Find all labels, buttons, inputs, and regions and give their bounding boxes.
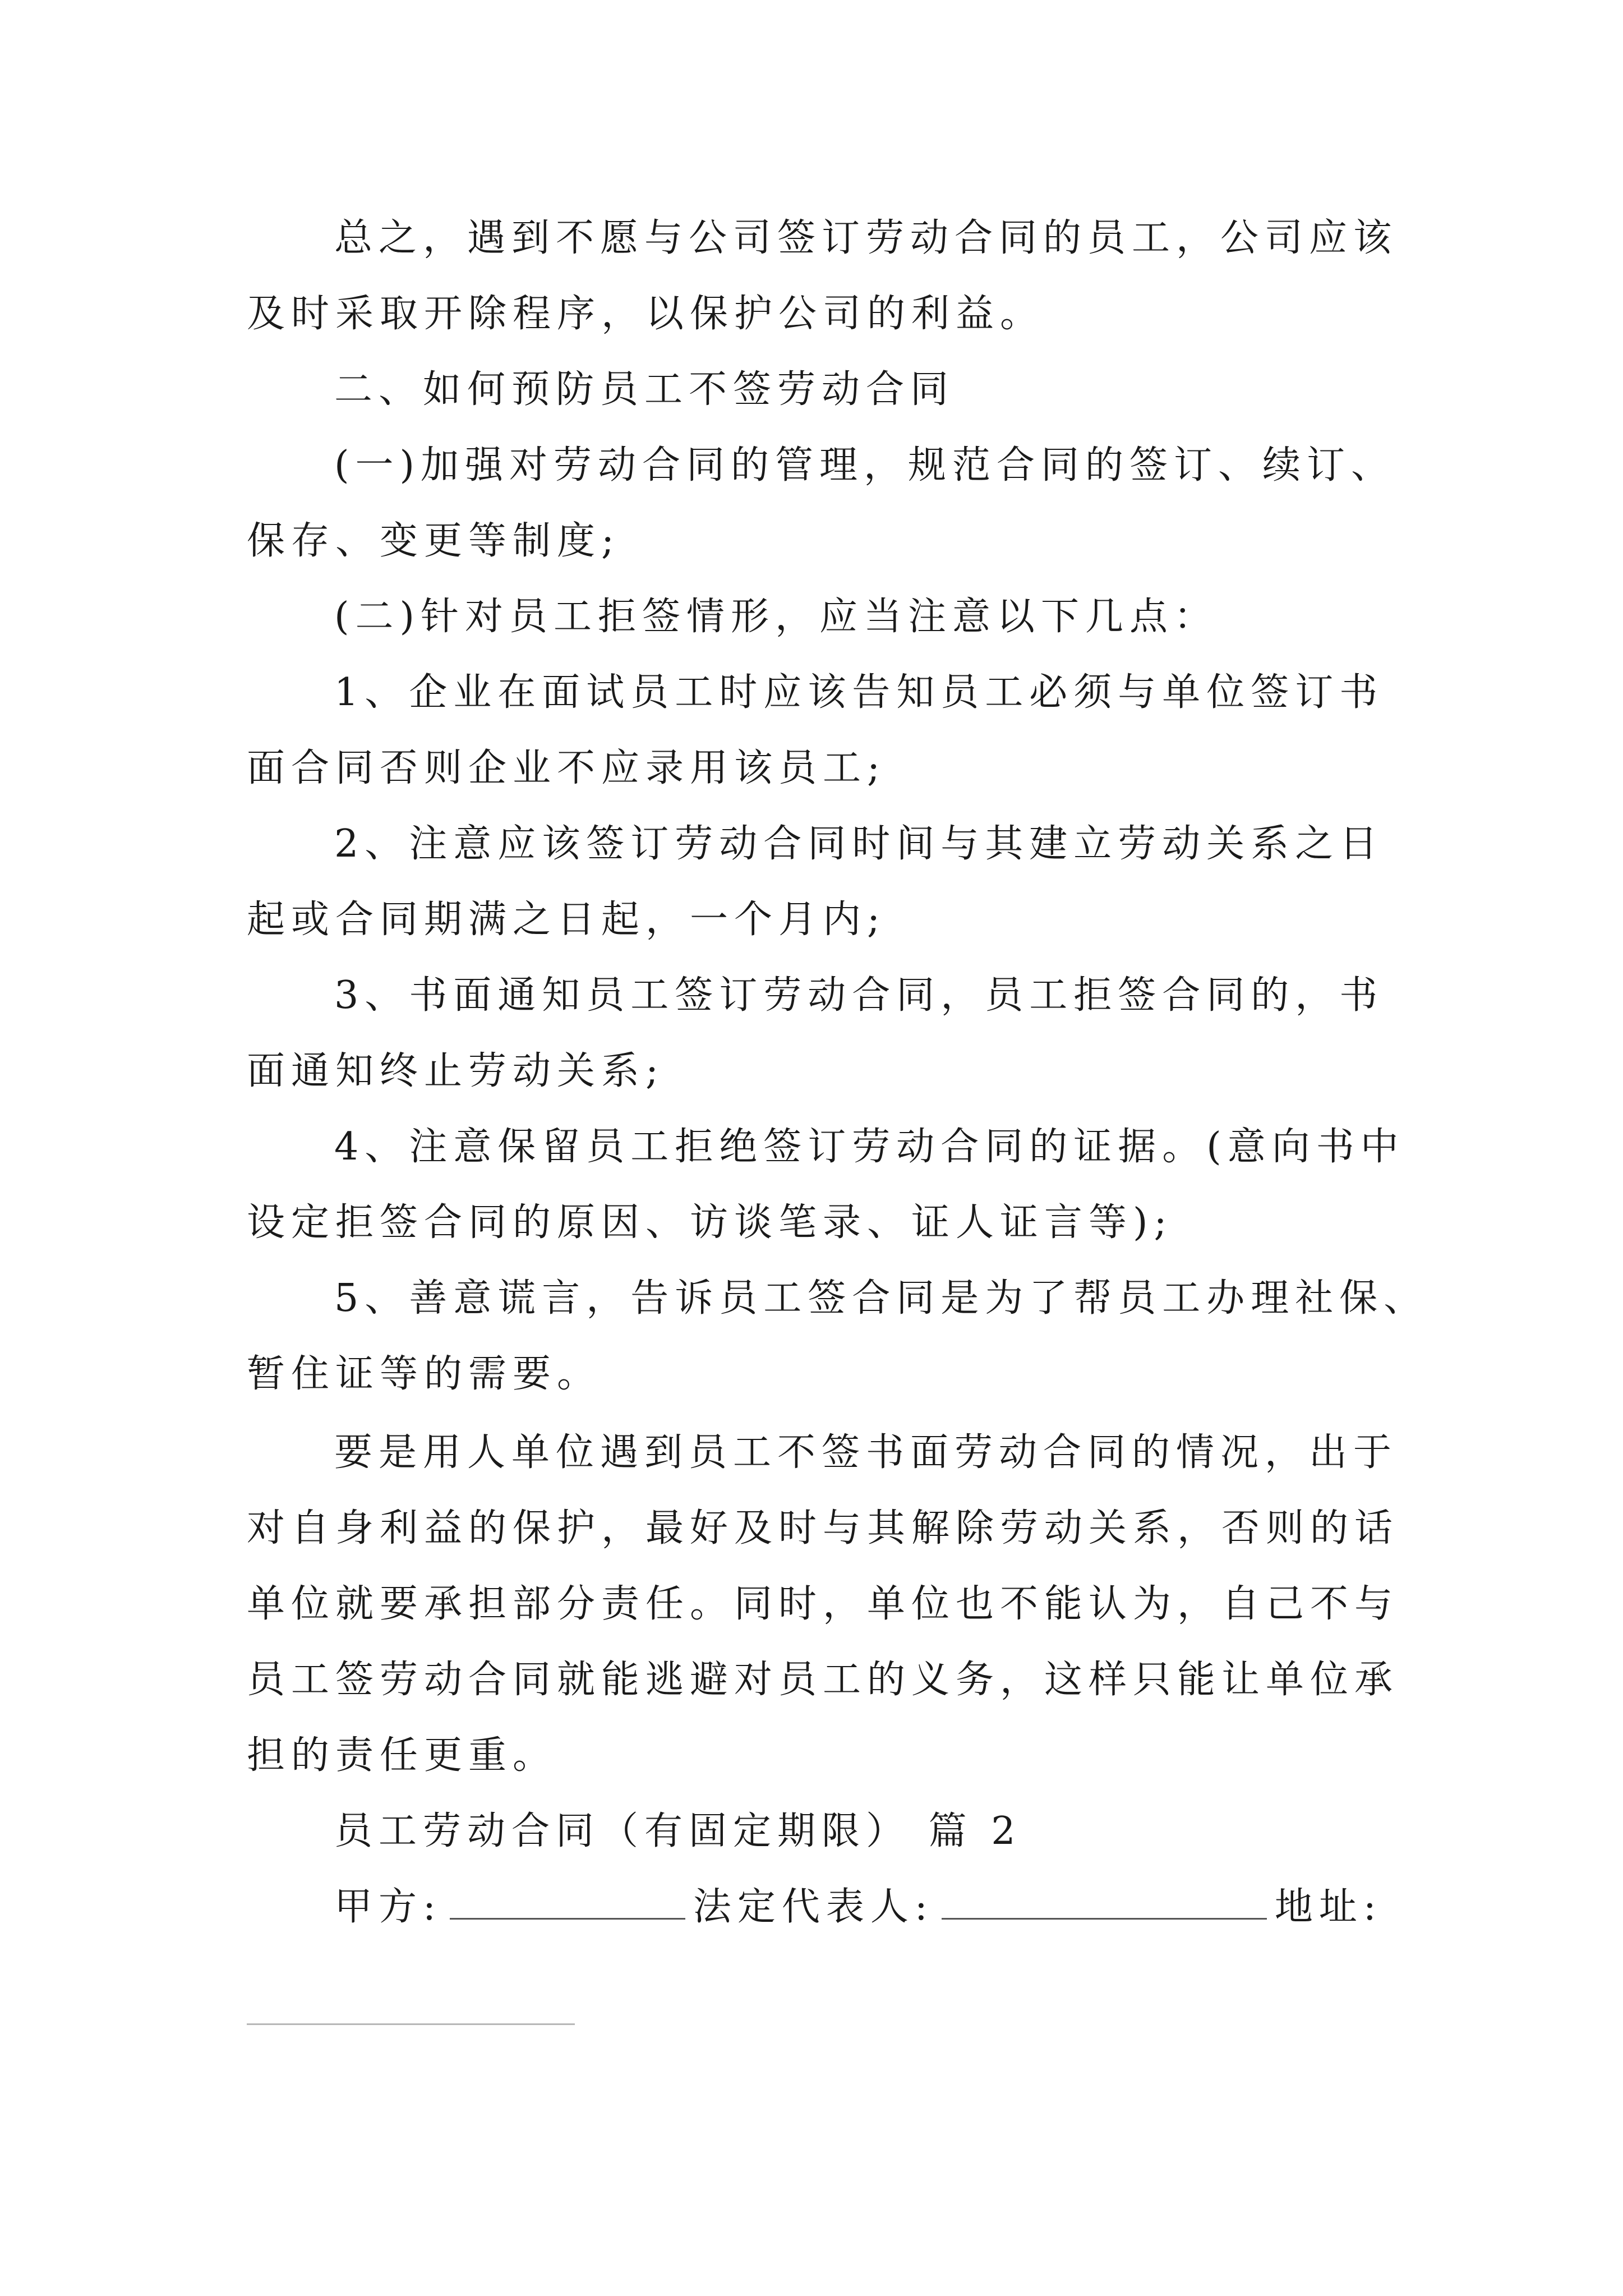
paragraph-line: 对自身利益的保护，最好及时与其解除劳动关系，否则的话 (247, 1506, 1399, 1550)
party-a-blank (450, 1883, 685, 1920)
list-item-line: 5、善意谎言，告诉员工签合同是为了帮员工办理社保、 (334, 1276, 1428, 1320)
paragraph-line: 总之，遇到不愿与公司签订劳动合同的员工，公司应该 (334, 216, 1398, 260)
section-heading: 二、如何预防员工不签劳动合同 (334, 367, 955, 412)
paragraph-line: 担的责任更重。 (247, 1733, 557, 1778)
paragraph-line: 保存、变更等制度; (247, 519, 620, 563)
legal-representative-blank (942, 1883, 1267, 1920)
paragraph-line: 单位就要承担部分责任。同时，单位也不能认为，自己不与 (247, 1582, 1399, 1626)
list-item-line: 面合同否则企业不应录用该员工; (247, 746, 886, 790)
paragraph-line: 及时采取开除程序，以保护公司的利益。 (247, 292, 1045, 336)
footnote-separator (247, 2023, 575, 2025)
list-item-line: 起或合同期满之日起，一个月内; (247, 898, 886, 942)
list-item-line: 2、注意应该签订劳动合同时间与其建立劳动关系之日 (334, 822, 1384, 866)
legal-representative-label: 法定代表人: (693, 1885, 934, 1929)
paragraph-line: 员工签劳动合同就能逃避对员工的义务，这样只能让单位承 (247, 1658, 1399, 1702)
list-item-line: 面通知终止劳动关系; (247, 1049, 665, 1093)
paragraph-line: 要是用人单位遇到员工不签书面劳动合同的情况，出于 (334, 1430, 1398, 1475)
paragraph-line: (一)加强对劳动合同的管理，规范合同的签订、续订、 (334, 443, 1396, 487)
list-item-line: 4、注意保留员工拒绝签订劳动合同的证据。(意向书中 (334, 1125, 1405, 1169)
list-item-line: 设定拒签合同的原因、访谈笔录、证人证言等); (247, 1200, 1173, 1245)
list-item-line: 3、书面通知员工签订劳动合同，员工拒签合同的，书 (334, 973, 1384, 1018)
contract-title: 员工劳动合同（有固定期限） 篇 2 (334, 1809, 1022, 1853)
list-item-line: 1、企业在面试员工时应该告知员工必须与单位签订书 (334, 670, 1384, 715)
party-info-line (334, 1879, 1382, 1935)
paragraph-line: (二)针对员工拒签情形，应当注意以下几点： (334, 595, 1219, 639)
party-a-label: 甲方: (334, 1885, 442, 1929)
list-item-line: 暂住证等的需要。 (247, 1352, 602, 1396)
address-label: 地址: (1274, 1885, 1382, 1929)
